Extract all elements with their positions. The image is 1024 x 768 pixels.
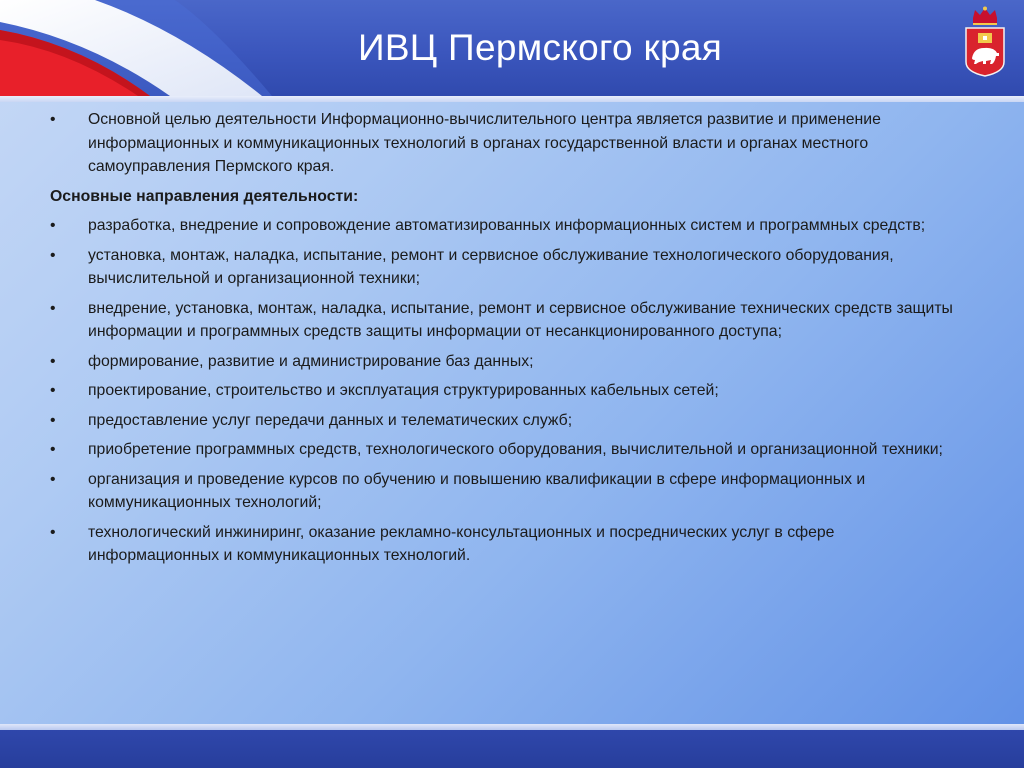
list-item-text: установка, монтаж, наладка, испытание, ремонт и сервисное обслуживание технологического оборудования, вычислительной и организационной техники; bbox=[88, 246, 894, 287]
section-heading: Основные направления деятельности: bbox=[50, 187, 359, 205]
flag-stripes-decoration bbox=[0, 0, 300, 96]
list-item-text: организация и проведение курсов по обучению и повышению квалификации в сфере информационных и коммуникационных технологий; bbox=[88, 470, 866, 511]
list-item bbox=[50, 438, 960, 462]
list-item-text: приобретение программных средств, технологического оборудования, вычислительной и организационной техники; bbox=[88, 441, 943, 458]
list-item bbox=[50, 297, 960, 344]
bullet: • bbox=[50, 441, 56, 458]
list-item-text: внедрение, установка, монтаж, наладка, испытание, ремонт и сервисное обслуживание технических средств защиты информации и программных средств защиты информации от несанкционированного доступа; bbox=[88, 299, 953, 340]
intro-item bbox=[50, 108, 960, 179]
list-item bbox=[50, 379, 960, 403]
bullet: • bbox=[50, 299, 56, 317]
content-body bbox=[50, 108, 960, 574]
bullet: • bbox=[50, 523, 56, 541]
bullet: • bbox=[50, 352, 56, 370]
bullet: • bbox=[50, 217, 56, 234]
list-item-text: разработка, внедрение и сопровождение автоматизированных информационных систем и программных средств; bbox=[88, 217, 926, 234]
header-band bbox=[0, 0, 1024, 96]
list-item-text: проектирование, строительство и эксплуатация структурированных кабельных сетей; bbox=[88, 382, 719, 399]
list-item bbox=[50, 214, 960, 238]
footer-band bbox=[0, 730, 1024, 768]
bullet: • bbox=[50, 470, 56, 488]
list-item bbox=[50, 468, 960, 515]
list-item bbox=[50, 521, 960, 568]
list-item bbox=[50, 244, 960, 291]
bullet: • bbox=[50, 411, 56, 429]
list-item-text: технологический инжиниринг, оказание рекламно-консультационных и посреднических услуг в сфере информационных и коммуникационных технологий. bbox=[88, 523, 835, 564]
coat-of-arms-perm-krai-icon bbox=[962, 6, 1008, 78]
list-item-text: формирование, развитие и администрирование баз данных; bbox=[88, 352, 534, 370]
bullet: • bbox=[50, 111, 56, 128]
bullet: • bbox=[50, 382, 56, 399]
list-item bbox=[50, 409, 960, 433]
page-title: ИВЦ Пермского края bbox=[357, 27, 723, 68]
header-divider bbox=[0, 96, 1024, 102]
list-item-text: предоставление услуг передачи данных и телематических служб; bbox=[88, 411, 573, 429]
intro-text: Основной целью деятельности Информационно-вычислительного центра является развитие и применение информационных и коммуникационных технологий в органах государственной власти и органах местного самоуправления Пермского края. bbox=[88, 111, 881, 175]
list-item bbox=[50, 350, 960, 374]
bullet: • bbox=[50, 246, 56, 264]
